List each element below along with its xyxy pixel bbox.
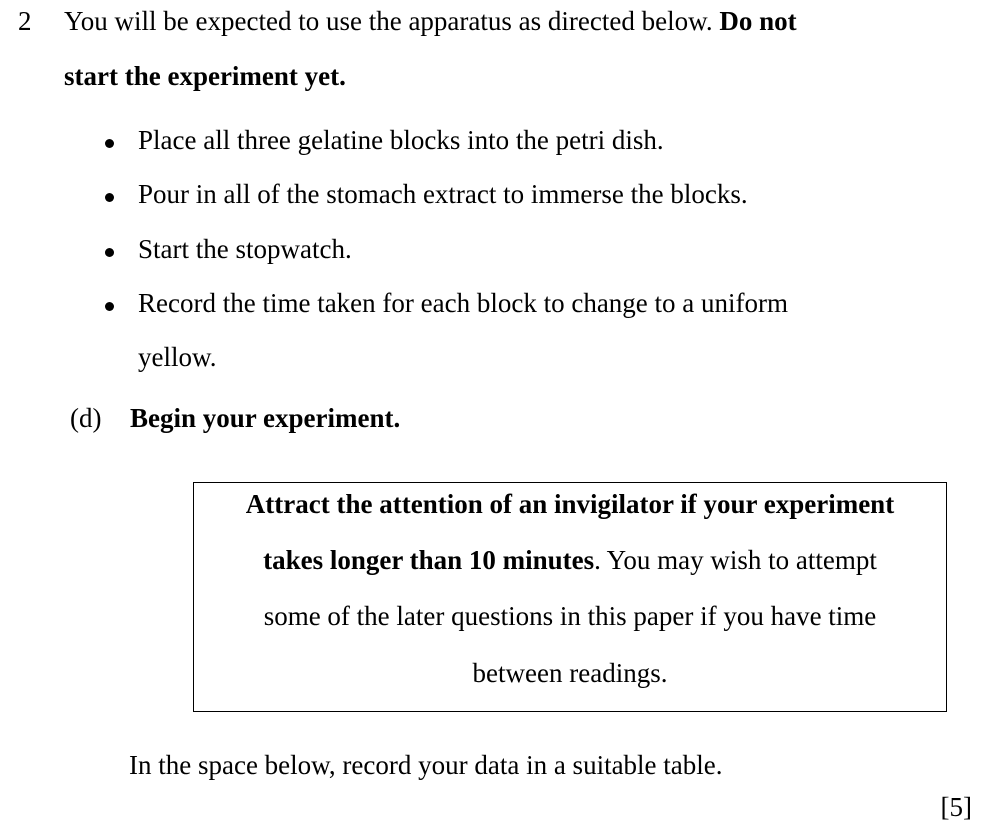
intro-text: You will be expected to use the apparatus as directed below. xyxy=(64,6,713,36)
step-item: Pour in all of the stomach extract to immerse the blocks. xyxy=(138,179,748,209)
part-instruction: Begin your experiment. xyxy=(130,403,401,433)
notice-line: between readings. xyxy=(472,658,668,688)
bullet-icon xyxy=(105,193,114,202)
bullet-icon xyxy=(105,302,114,311)
intro-warning-part1: Do not xyxy=(719,6,797,36)
step-item: Record the time taken for each block to change to a uniform xyxy=(138,288,789,318)
step-item: Start the stopwatch. xyxy=(138,234,352,264)
notice-line: some of the later questions in this paper if you have time xyxy=(263,601,877,631)
notice-line xyxy=(194,545,946,576)
record-instruction: In the space below, record your data in a suitable table. xyxy=(129,750,723,780)
bullet-icon xyxy=(105,248,114,257)
invigilator-notice-box xyxy=(193,482,947,712)
question-number: 2 xyxy=(18,6,32,36)
step-item-continuation: yellow. xyxy=(138,342,217,372)
notice-emphasis: takes longer than 10 minutes xyxy=(263,545,595,575)
step-item: Place all three gelatine blocks into the petri dish. xyxy=(138,125,664,155)
part-label: (d) xyxy=(70,403,102,433)
question-intro xyxy=(64,6,797,37)
notice-text: . You may wish to attempt xyxy=(594,545,877,575)
notice-line: Attract the attention of an invigilator if your experiment xyxy=(245,489,895,519)
bullet-icon xyxy=(105,139,114,148)
intro-warning-part2: start the experiment yet. xyxy=(64,61,346,91)
marks-label: [5] xyxy=(940,792,972,822)
